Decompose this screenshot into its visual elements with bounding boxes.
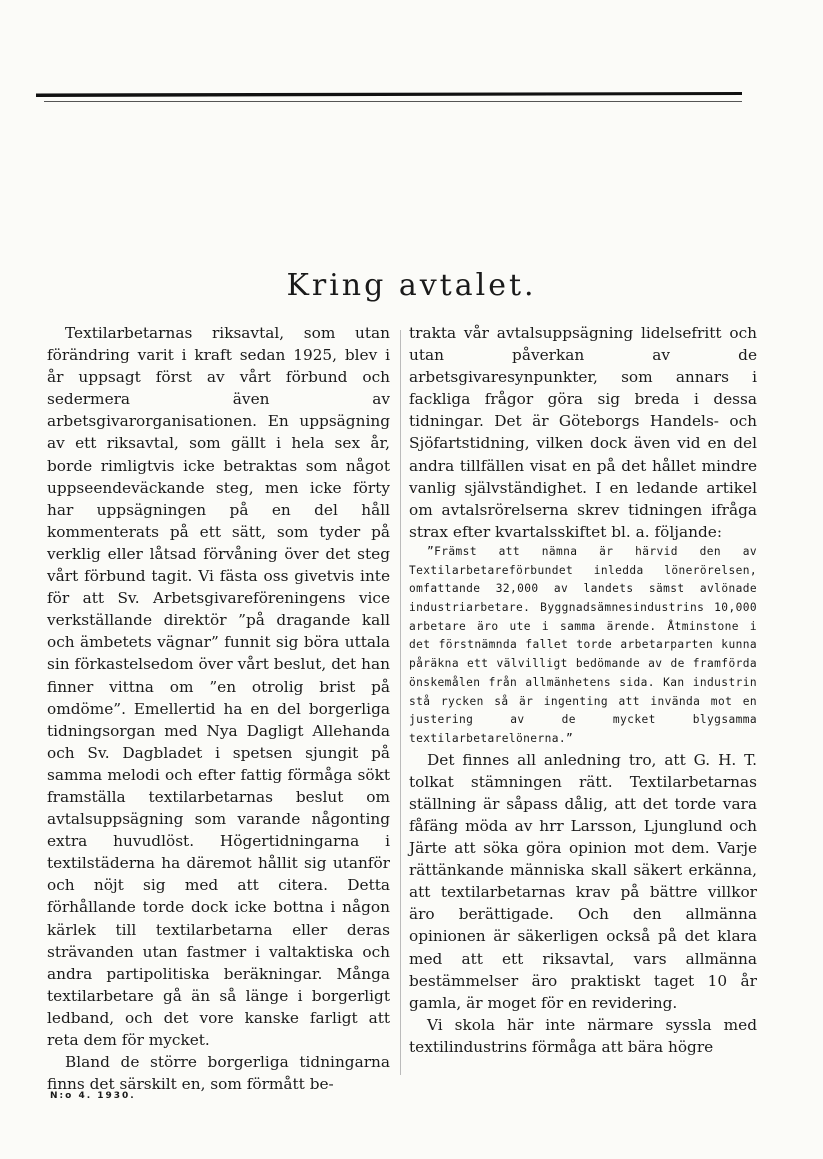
right-column bbox=[409, 322, 757, 1058]
left-paragraph-1: Textilarbetarnas riksavtal, som utan förändring varit i kraft sedan 1925, blev i år uppsagt först av vårt förbund och sedermera även av arbetsgivarorganisationen. En uppsägning av ett riksavtal, som gällt i hela sex år, borde rimligtvis icke betraktas som något uppseendeväckande steg, men icke förty har uppsägningen på en del håll kommenterats på ett sätt, som tyder på verklig eller låtsad förvåning över det steg vårt förbund tagit. Vi fästa oss givetvis inte för att Sv. Arbetsgivareföreningens vice verkställande direktör ”på dragande kall och ämbetets vägnar” funnit sig böra uttala sin förkastelsedom över vårt beslut, det han finner vittna om ”en otrolig brist på omdöme”. Emellertid ha en del borgerliga tidningsorgan med Nya Dagligt Allehanda och Sv. Dagbladet i spetsen sjungit på samma melodi och efter fattig förmåga sökt framställa textilarbetarnas beslut om avtalsuppsägning som varande någonting extra huvudlöst. Högertidningarna i textilstäderna ha däremot hållit sig utanför och nöjt sig med att citera. Detta förhållande torde dock icke bottna i någon kärlek till textilarbetarna eller deras strävanden utan fastmer i valtaktiska och andra partipolitiska beräkningar. Många textilarbetare gå än så länge i borgerligt ledband, och det vore kanske farligt att reta dem för mycket. bbox=[47, 324, 390, 1049]
issue-footer: N:o 4. 1930. bbox=[50, 1091, 136, 1101]
right-paragraph-1: trakta vår avtalsuppsägning lidelsefritt och utan påverkan av de arbetsgivaresynpunkter, som annars i fackliga frågor göra sig breda i dessa tidningar. Det är Göteborgs Handels- och Sjöfartstidning, vilken dock även vid en del andra tillfällen visat en på det hållet mindre vanlig självständighet. I en ledande artikel om avtalsrörelserna skrev tidningen ifråga strax efter kvartalsskiftet bl. a. följande: bbox=[409, 324, 757, 541]
right-paragraph-3: Vi skola här inte närmare syssla med textilindustrins förmåga att bära högre bbox=[409, 1015, 757, 1056]
header-rule-thin bbox=[44, 101, 742, 102]
article-title: Kring avtalet. bbox=[286, 268, 537, 303]
newspaper-quote: ”Främst att nämna är härvid den av Textilarbetareförbundet inledda lönerörelsen, omfattande 32,000 av landets sämst avlönade industriarbetare. Byggnadsämnesindustrins 10,000 arbetare äro ute i samma ärende. Åtminstone i det förstnämnda fallet torde arbetarparten kunna påräkna ett välvilligt bedömande av de framförda önskemålen från allmänhetens sida. Kan industrin stå rycken så är ingenting att invända mot en justering av de mycket blygsamma textilarbetarelönerna.” bbox=[409, 544, 757, 745]
column-divider bbox=[400, 330, 401, 1075]
left-column bbox=[47, 322, 390, 1095]
left-paragraph-2: Bland de större borgerliga tidningarna finns det särskilt en, som förmått be- bbox=[47, 1053, 390, 1094]
header-rule-thick bbox=[36, 92, 742, 97]
right-paragraph-2: Det finnes all anledning tro, att G. H. T. tolkat stämningen rätt. Textilarbetarnas ställning är såpass dålig, att det torde vara fåfäng möda av hrr Larsson, Ljunglund och Järte att söka göra opinion mot dem. Varje rättänkande människa skall säkert erkänna, att textilarbetarnas krav på bättre villkor äro berättigade. Och den allmänna opinionen är säkerligen också på det klara med att ett riksavtal, vars allmänna bestämmelser äro praktiskt taget 10 år gamla, är moget för en revidering. bbox=[409, 750, 757, 1012]
